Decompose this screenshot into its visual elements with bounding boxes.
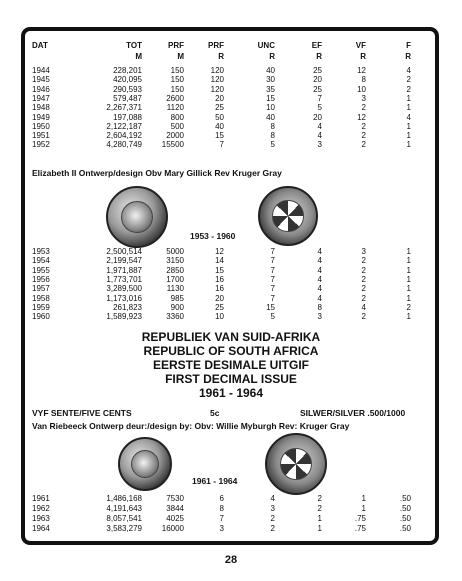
table-cell: 7 — [270, 265, 275, 275]
table-cell: 4025 — [166, 514, 184, 523]
table-cell: 900 — [170, 302, 184, 312]
table-cell: 2 — [406, 302, 411, 312]
column-header-top: PRF — [208, 41, 224, 50]
table-cell: 8 — [361, 75, 366, 85]
table-cell: 2 — [406, 75, 411, 85]
table-cell: 1 — [361, 504, 366, 513]
table-cell: 35 — [266, 84, 275, 94]
table-cell: 2 — [361, 312, 366, 322]
table-cell: 2 — [361, 265, 366, 275]
table-cell: 4 — [317, 247, 322, 256]
table-cell: 3844 — [166, 504, 184, 513]
table-cell: 800 — [170, 112, 184, 122]
metal-label: SILWER/SILVER .500/1000 — [300, 408, 406, 418]
table-cell: 261,823 — [113, 302, 142, 312]
section-caption-van-riebeeck: Van Riebeeck Ontwerp deur:/design by: Obv: Willie Myburgh Rev: Kruger Gray — [32, 421, 350, 431]
period-1953-1960: 1953 - 1960 — [190, 231, 236, 241]
table-cell: 2 — [361, 140, 366, 150]
table-cell: 1 — [406, 256, 411, 266]
table-cell: 1948 — [32, 103, 50, 113]
table-cell: 2,122,187 — [106, 121, 142, 131]
denomination-value: 5c — [210, 408, 220, 418]
table-cell: 1 — [406, 274, 411, 284]
table-cell: 1 — [406, 312, 411, 322]
table-cell: 120 — [210, 84, 224, 94]
table-cell: 150 — [170, 75, 184, 85]
table-cell: 5 — [270, 312, 275, 322]
table-cell: 3 — [361, 93, 366, 103]
table-cell: 7 — [270, 293, 275, 303]
table-cell: 1951 — [32, 131, 50, 141]
table-cell: 120 — [210, 75, 224, 85]
table-cell: 228,201 — [113, 66, 142, 75]
table-cell: 2 — [361, 103, 366, 113]
table-cell: 7 — [270, 284, 275, 294]
table-cell: 4 — [317, 121, 322, 131]
heading-line-1: REPUBLIEK VAN SUID-AFRIKA — [141, 330, 321, 344]
table-cell: 5 — [317, 103, 322, 113]
table-cell: 4 — [317, 284, 322, 294]
table-cell: 7 — [270, 247, 275, 256]
table-cell: 40 — [215, 121, 224, 131]
table-cell: 5 — [270, 140, 275, 150]
table-cell: 1964 — [32, 524, 50, 533]
period-1961-1964: 1961 - 1964 — [192, 476, 238, 486]
table-cell: 3 — [270, 504, 275, 513]
table-cell: 2 — [270, 524, 275, 533]
table-cell: 3150 — [166, 256, 184, 266]
table-cell: 12 — [357, 112, 366, 122]
heading-line-3: EERSTE DESIMALE UITGIF — [152, 358, 309, 372]
page-number: 28 — [224, 554, 238, 566]
table-cell: 7 — [219, 514, 224, 523]
heading-line-4: FIRST DECIMAL ISSUE — [165, 372, 297, 386]
table-cell: 50 — [215, 112, 224, 122]
table-cell: 150 — [170, 84, 184, 94]
table-cell: 2,604,192 — [106, 131, 142, 141]
table-cell: 20 — [215, 293, 224, 303]
table-cell: 2,500,514 — [106, 247, 142, 256]
heading-line-2: REPUBLIC OF SOUTH AFRICA — [143, 344, 319, 358]
table-cell: 2,199,547 — [106, 256, 142, 266]
table-cell: 15500 — [161, 140, 184, 150]
column-header-top: EF — [311, 41, 322, 50]
table-cell: .50 — [399, 524, 411, 533]
table-cell: 2 — [361, 256, 366, 266]
table-cell: 2 — [361, 121, 366, 131]
table-cell: 4,280,749 — [106, 140, 142, 150]
table-cell: 20 — [313, 75, 322, 85]
table-cell: 15 — [215, 131, 224, 141]
table-cell: 1947 — [32, 93, 50, 103]
column-header-bottom: R — [316, 52, 322, 61]
table-cell: 1961 — [32, 494, 50, 503]
table-cell: 2 — [361, 293, 366, 303]
table-cell: 4 — [317, 256, 322, 266]
column-header-top: UNC — [257, 41, 275, 50]
table-cell: 420,095 — [113, 75, 142, 85]
table-cell: 2 — [361, 284, 366, 294]
column-header-bottom: R — [360, 52, 366, 61]
table-cell: 3360 — [166, 312, 184, 322]
table-cell: 15 — [266, 302, 275, 312]
table-cell: 8 — [270, 131, 275, 141]
column-header-top: DAT — [32, 41, 48, 50]
table-cell: 3 — [219, 524, 224, 533]
column-header-top: TOT — [126, 41, 142, 50]
table-cell: 25 — [215, 103, 224, 113]
table-cell: 40 — [266, 112, 275, 122]
table-cell: 3,289,500 — [106, 284, 142, 294]
table-cell: 16 — [215, 284, 224, 294]
table-cell: 30 — [266, 75, 275, 85]
table-cell: 4 — [270, 494, 275, 503]
table-cell: 2 — [317, 494, 322, 503]
table-cell: 7 — [219, 140, 224, 150]
table-cell: 1957 — [32, 284, 50, 294]
table-cell: 4,191,643 — [106, 504, 142, 513]
table-cell: 1956 — [32, 274, 50, 284]
table-cell: 1958 — [32, 293, 50, 303]
table-cell: 6 — [219, 494, 224, 503]
table-cell: 1949 — [32, 112, 50, 122]
table-cell: 40 — [266, 66, 275, 75]
table-cell: 1 — [317, 514, 322, 523]
table-cell: 120 — [210, 66, 224, 75]
table-cell: 20 — [215, 93, 224, 103]
denomination-label: VYF SENTE/FIVE CENTS — [32, 408, 132, 418]
table-cell: 1 — [406, 131, 411, 141]
table-cell: 12 — [215, 247, 224, 256]
column-header-bottom: M — [135, 52, 142, 61]
section-caption-elizabeth: Elizabeth II Ontwerp/design Obv Mary Gillick Rev Kruger Gray — [32, 168, 282, 178]
table-cell: 5000 — [166, 247, 184, 256]
table-cell: 15 — [266, 93, 275, 103]
table-cell: 1,589,923 — [106, 312, 142, 322]
table-cell: 7 — [317, 93, 322, 103]
table-cell: 10 — [266, 103, 275, 113]
table-cell: 1953 — [32, 247, 50, 256]
table-cell: 10 — [357, 84, 366, 94]
van-riebeeck-coin-obverse-icon — [118, 437, 172, 491]
table-cell: .75 — [354, 514, 366, 523]
table-cell: 1 — [406, 103, 411, 113]
table-cell: 7 — [270, 274, 275, 284]
table-cell: 20 — [313, 112, 322, 122]
table-cell: 1,971,887 — [106, 265, 142, 275]
table-cell: 15 — [215, 265, 224, 275]
table-cell: 4 — [406, 66, 411, 75]
table-cell: 4 — [361, 302, 366, 312]
table-cell: 14 — [215, 256, 224, 266]
table-cell: 2 — [361, 131, 366, 141]
table-cell: 1 — [406, 140, 411, 150]
table-cell: 25 — [215, 302, 224, 312]
table-cell: 2 — [361, 274, 366, 284]
table-cell: 1 — [406, 293, 411, 303]
table-cell: 4 — [317, 274, 322, 284]
table-cell: .50 — [399, 514, 411, 523]
table-cell: 4 — [317, 265, 322, 275]
table-cell: 290,593 — [113, 84, 142, 94]
table-cell: 25 — [313, 66, 322, 75]
table-cell: 2 — [406, 84, 411, 94]
table-cell: 1 — [361, 494, 366, 503]
table-cell: 1952 — [32, 140, 50, 150]
heading-line-5: 1961 - 1964 — [198, 386, 264, 400]
page-frame — [21, 27, 439, 545]
table-cell: 1960 — [32, 312, 50, 322]
column-header-top: F — [406, 41, 411, 50]
column-header-bottom: R — [269, 52, 275, 61]
table-cell: 3 — [317, 140, 322, 150]
table-cell: 25 — [313, 84, 322, 94]
column-header-bottom: R — [405, 52, 411, 61]
table-cell: 1120 — [166, 103, 184, 113]
table-cell: 2600 — [166, 93, 184, 103]
table-cell: 2 — [270, 514, 275, 523]
table-cell: 1 — [406, 121, 411, 131]
table-cell: 150 — [170, 66, 184, 75]
table-cell: 1,173,016 — [106, 293, 142, 303]
table-cell: 8,057,541 — [106, 514, 142, 523]
table-cell: 1945 — [32, 75, 50, 85]
table-cell: 1130 — [166, 284, 184, 294]
table-cell: 197,088 — [113, 112, 142, 122]
table-cell: 16000 — [161, 524, 184, 533]
table-cell: 1 — [406, 265, 411, 275]
table-cell: 8 — [270, 121, 275, 131]
table-cell: 2000 — [166, 131, 184, 141]
table-cell: 1,486,168 — [106, 494, 142, 503]
table-cell: 1944 — [32, 66, 50, 75]
table-cell: .50 — [399, 494, 411, 503]
table-cell: 3 — [317, 312, 322, 322]
table-cell: 1946 — [32, 84, 50, 94]
table-cell: .50 — [399, 504, 411, 513]
table-cell: 1950 — [32, 121, 50, 131]
table-cell: 1955 — [32, 265, 50, 275]
table-cell: 4 — [406, 112, 411, 122]
table-cell: 2 — [317, 504, 322, 513]
table-cell: 1 — [406, 284, 411, 294]
table-cell: 1962 — [32, 504, 50, 513]
table-cell: 1 — [406, 93, 411, 103]
table-cell: 1,773,701 — [106, 274, 142, 284]
table-cell: 7530 — [166, 494, 184, 503]
table-cell: 7 — [270, 256, 275, 266]
table-cell: 1 — [406, 247, 411, 256]
table-cell: 12 — [357, 66, 366, 75]
table-cell: 2850 — [166, 265, 184, 275]
table-cell: .75 — [354, 524, 366, 533]
table-cell: 1954 — [32, 256, 50, 266]
table-cell: 8 — [317, 302, 322, 312]
table-cell: 985 — [170, 293, 184, 303]
table-cell: 3,583,279 — [106, 524, 142, 533]
table-cell: 10 — [215, 312, 224, 322]
table-cell: 1700 — [166, 274, 184, 284]
column-header-bottom: M — [177, 52, 184, 61]
table-cell: 4 — [317, 131, 322, 141]
elizabeth-ii-coin-obverse-icon — [106, 186, 168, 248]
table-cell: 16 — [215, 274, 224, 284]
column-header-top: PRF — [168, 41, 184, 50]
table-cell: 2,267,371 — [106, 103, 142, 113]
column-header-bottom: R — [218, 52, 224, 61]
protea-coin-reverse-icon-2 — [265, 433, 327, 495]
table-cell: 579,487 — [113, 93, 142, 103]
protea-coin-reverse-icon — [258, 186, 318, 246]
table-cell: 8 — [219, 504, 224, 513]
table-cell: 1963 — [32, 514, 50, 523]
table-cell: 500 — [170, 121, 184, 131]
table-cell: 1 — [317, 524, 322, 533]
table-cell: 1959 — [32, 302, 50, 312]
column-header-top: VF — [355, 41, 366, 50]
table-cell: 4 — [317, 293, 322, 303]
table-cell: 3 — [361, 247, 366, 256]
